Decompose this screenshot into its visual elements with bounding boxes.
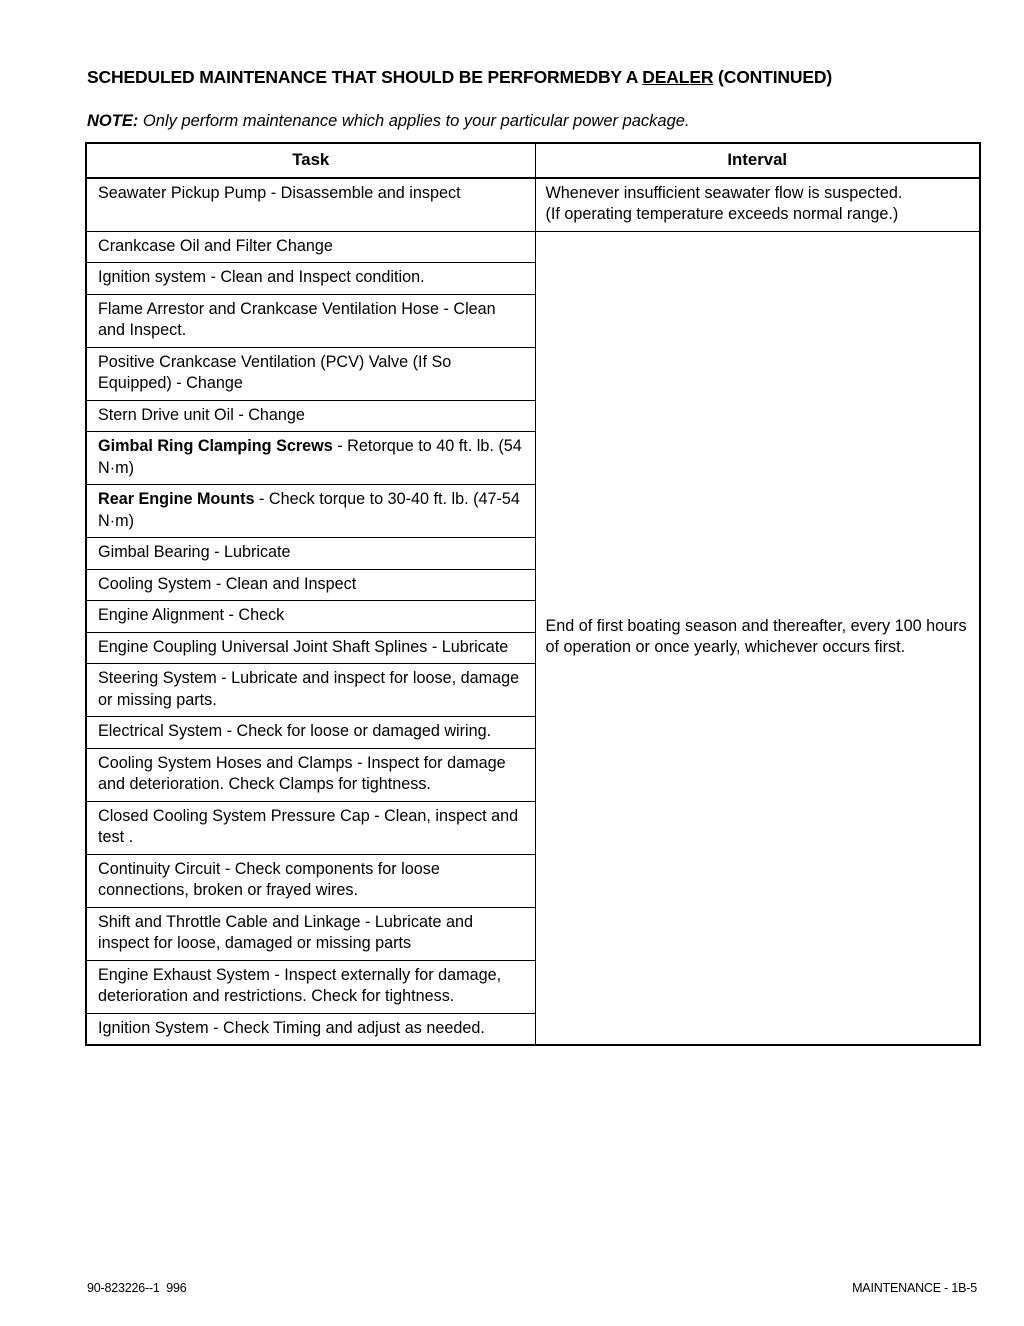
interval-line-2: (If operating temperature exceeds normal range.) — [545, 205, 899, 223]
footer-document-number: 90-823226--1 996 — [87, 1281, 187, 1295]
page-title-dealer: DEALER — [642, 66, 714, 87]
task-cell — [86, 632, 535, 664]
task-text: Ignition System - Check Timing and adjust as needed. — [98, 1018, 485, 1037]
interval-cell-merged: End of first boating season and thereafter, every 100 hours of operation or once yearly, whichever occurs first. — [535, 231, 980, 1045]
table-header-row — [86, 143, 980, 178]
page-title — [87, 66, 967, 88]
task-text: Ignition system - Clean and Inspect condition. — [98, 268, 425, 286]
note-body: Only perform maintenance which applies to your particular power package. — [138, 111, 690, 130]
task-text: Steering System - Lubricate and inspect for loose, damage or missing parts. — [98, 669, 520, 709]
task-cell — [86, 231, 535, 263]
task-cell — [86, 801, 535, 854]
maintenance-table — [85, 142, 981, 1046]
task-cell — [86, 748, 535, 801]
task-text: Positive Crankcase Ventilation (PCV) Valve (If So Equipped) - Change — [98, 352, 452, 392]
table-header — [86, 143, 980, 178]
task-cell — [86, 538, 535, 570]
task-text: Shift and Throttle Cable and Linkage - Lubricate and inspect for loose, damaged or missing parts — [98, 912, 473, 952]
task-bold-lead: Gimbal Ring Clamping Screws — [98, 437, 333, 455]
footer-section-label: MAINTENANCE - 1B-5 — [852, 1281, 977, 1295]
page-footer — [87, 1281, 977, 1295]
task-cell — [86, 485, 535, 538]
task-text: Engine Coupling Universal Joint Shaft Splines - Lubricate — [98, 637, 509, 656]
task-cell — [86, 960, 535, 1013]
task-text: - Retorque to 40 ft. lb. (54 N·m) — [98, 437, 522, 477]
page-title-prefix: SCHEDULED MAINTENANCE THAT SHOULD BE PERFORMEDBY A — [87, 66, 643, 87]
note-paragraph — [87, 111, 967, 132]
task-text: - Check torque to 30-40 ft. lb. (47-54 N·m) — [98, 490, 520, 530]
task-text: Gimbal Bearing - Lubricate — [98, 543, 291, 561]
task-cell — [86, 347, 535, 400]
column-header-task: Task — [86, 143, 535, 178]
task-cell: Seawater Pickup Pump - Disassemble and inspect — [86, 178, 535, 232]
task-cell — [86, 294, 535, 347]
task-cell — [86, 664, 535, 717]
task-bold-lead: Rear Engine Mounts — [98, 490, 255, 508]
task-text: Continuity Circuit - Check components for loose connections, broken or frayed wires. — [98, 859, 440, 899]
task-text: Stern Drive unit Oil - Change — [98, 405, 305, 424]
table-row — [86, 178, 980, 232]
task-cell — [86, 854, 535, 907]
column-header-interval: Interval — [535, 143, 980, 178]
task-text: Cooling System Hoses and Clamps - Inspect for damage and deterioration. Check Clamps for tightness. — [98, 753, 506, 793]
task-text: Engine Alignment - Check — [98, 606, 285, 624]
task-cell — [86, 907, 535, 960]
task-text: Closed Cooling System Pressure Cap - Clean, inspect and test . — [98, 806, 519, 846]
task-cell — [86, 400, 535, 432]
task-text: Cooling System - Clean and Inspect — [98, 574, 357, 593]
task-text: Flame Arrestor and Crankcase Ventilation Hose - Clean and Inspect. — [98, 299, 496, 339]
table-row — [86, 231, 980, 263]
task-cell — [86, 263, 535, 295]
page-title-suffix: (CONTINUED) — [713, 66, 833, 87]
task-cell — [86, 1013, 535, 1045]
task-cell — [86, 601, 535, 633]
table-body — [86, 178, 980, 1046]
interval-line-1: Whenever insufficient seawater flow is suspected. — [545, 183, 903, 202]
interval-cell-first — [535, 178, 980, 232]
note-label: NOTE: — [87, 111, 139, 130]
task-cell — [86, 569, 535, 601]
task-text: Engine Exhaust System - Inspect externally for damage, deterioration and restrictions. Check for tightness. — [98, 965, 502, 1005]
task-text: Electrical System - Check for loose or damaged wiring. — [98, 722, 492, 740]
task-cell — [86, 717, 535, 749]
task-cell — [86, 432, 535, 485]
task-text: Crankcase Oil and Filter Change — [98, 236, 333, 255]
